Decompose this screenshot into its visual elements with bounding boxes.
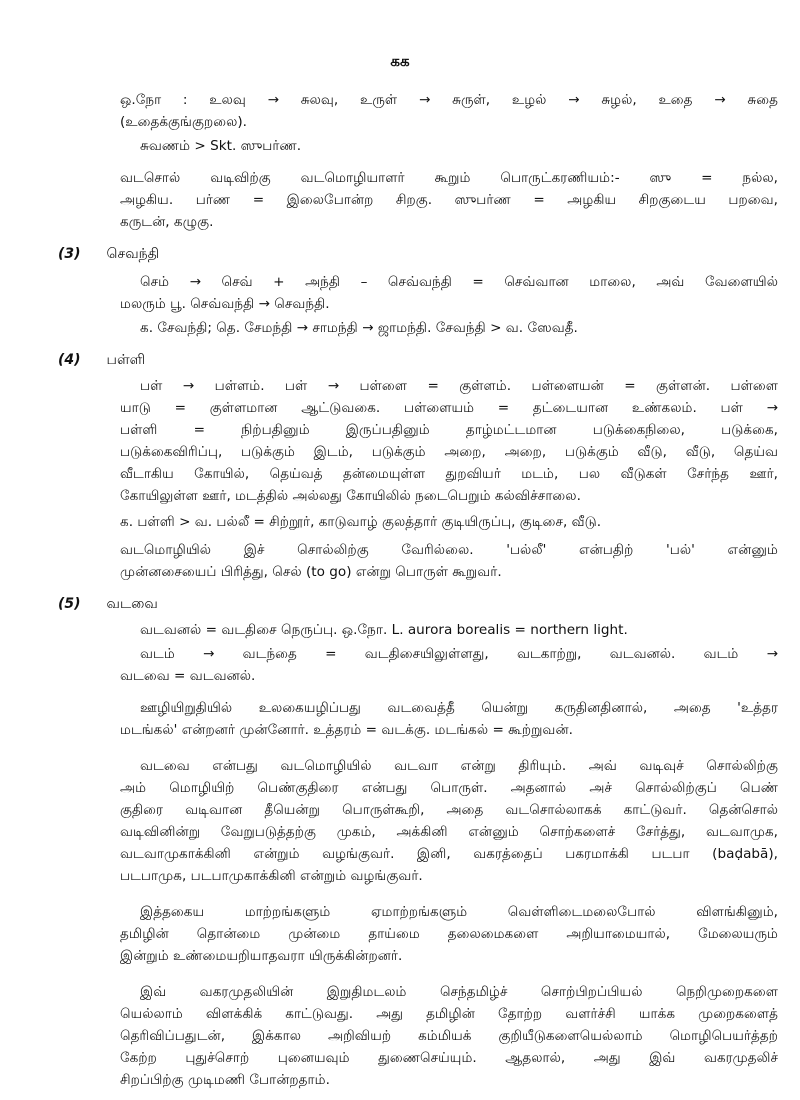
section-number: (3) (58, 246, 81, 262)
text-line: ஒ.நோ : உலவு → சுலவு, உருள் → சுருள், உழல் → சுழல், உதை → சுதை (120, 92, 778, 108)
text-line: மலரும் பூ. செவ்வந்தி → செவந்தி. (120, 296, 330, 312)
text-line: தெரிவிப்பதுடன், இக்கால அறிவியற் கம்மியக் குறியீடுகளையெல்லாம் மொழிபெயர்த்தற் (120, 1028, 778, 1044)
text-line: குதிரை வடிவான தீயென்று பொருள்கூறி, அதை வடசொல்லாகக் காட்டுவர். தென்சொல் (120, 802, 778, 818)
text-line: இவ் வகரமுதலியின் இறுதிமடலம் செந்தமிழ்ச் சொற்பிறப்பியல் நெறிமுறைகளை (140, 984, 778, 1000)
text-line: அம் மொழியிற் பெண்குதிரை என்பது பொருள். அதனால் அச் சொல்லிற்குப் பெண் (120, 780, 778, 796)
text-line: படபாமுக, படபாமுகாக்கினி என்றும் வழங்குவர். (120, 868, 423, 884)
text-line: கருடன், கழுகு. (120, 214, 214, 230)
text-line: சிறப்பிற்கு முடிமணி போன்றதாம். (120, 1072, 330, 1088)
text-line: யாடு = குள்ளமான ஆட்டுவகை. பள்ளையம் = தட்டையான உண்கலம். பள் → (120, 400, 778, 416)
text-line: வீடாகிய கோயில், தெய்வத் தன்மையுள்ள துறவியர் மடம், பல வீடுகள் சேர்ந்த ஊர், (120, 466, 778, 482)
text-line: வடவனல் = வடதிசை நெருப்பு. ஒ.நோ. L. aurora borealis = northern light. (140, 622, 628, 638)
page-number: கக (390, 52, 410, 70)
section-heading (58, 596, 158, 614)
text-line: வடவாமுகாக்கினி என்றும் வழங்குவர். இனி, வகரத்தைப் பகரமாக்கி படபா (baḍabā), (120, 846, 778, 862)
text-line: ஊழியிறுதியில் உலகையழிப்பது வடவைத்தீ யென்று கருதினதினால், அதை 'உத்தர (140, 700, 778, 716)
text-line: வடிவினின்று வேறுபடுத்தற்கு முகம், அக்கினி என்னும் சொற்களைச் சேர்த்து, வடவாமுக, (120, 824, 778, 840)
text-line: சுவணம் > Skt. ஸுபர்ண. (140, 138, 302, 154)
text-line: பள்ளி = நிற்பதினும் இருப்பதினும் தாழ்மட்டமான படுக்கைநிலை, படுக்கை, (120, 422, 778, 438)
section-title: பள்ளி (106, 352, 146, 368)
text-line: கோயிலுள்ள ஊர், மடத்தில் அல்லது கோயிலில் நடைபெறும் கல்விச்சாலை. (120, 488, 581, 504)
text-line: க. பள்ளி > வ. பல்லீ = சிற்றூர், காடுவாழ் குலத்தார் குடியிருப்பு, குடிசை, வீடு. (120, 514, 602, 530)
text-line: (உதைக்குங்குறலை). (120, 114, 247, 130)
text-line: இத்தகைய மாற்றங்களும் ஏமாற்றங்களும் வெள்ளிடைமலைபோல் விளங்கினும், (140, 904, 778, 920)
text-line: யெல்லாம் விளக்கிக் காட்டுவது. அது தமிழின் தோற்ற வளர்ச்சி யாக்க முறைகளைத் (120, 1006, 778, 1022)
text-line: அழகிய. பர்ண = இலைபோன்ற சிறகு. ஸுபர்ண = அழகிய சிறகுடைய பறவை, (120, 192, 778, 208)
section-heading (58, 246, 159, 264)
text-line: முன்னசையைப் பிரித்து, செல் (to go) என்று பொருள் கூறுவர். (120, 564, 502, 580)
text-line: தமிழின் தொன்மை முன்மை தாய்மை தலைமைகளை அறியாமையால், மேலையரும் (120, 926, 778, 942)
text-line: செம் → செவ் + அந்தி – செவ்வந்தி = செவ்வான மாலை, அவ் வேளையில் (140, 274, 778, 290)
text-line: கேற்ற புதுச்சொற் புனையவும் துணைசெய்யும். ஆதலால், அது இவ் வகரமுதலிச் (120, 1050, 778, 1066)
text-line: வடமொழியில் இச் சொல்லிற்கு வேரில்லை. 'பல்லீ' என்பதிற் 'பல்' என்னும் (120, 542, 778, 558)
section-heading (58, 352, 145, 370)
text-line: வடவை = வடவனல். (120, 668, 256, 684)
section-title: வடவை (106, 596, 158, 612)
text-line: பள் → பள்ளம். பள் → பள்ளை = குள்ளம். பள்ளையன் = குள்ளன். பள்ளை (140, 378, 778, 394)
section-number: (5) (58, 596, 81, 612)
text-line: வடவை என்பது வடமொழியில் வடவா என்று திரியும். அவ் வடிவுச் சொல்லிற்கு (140, 758, 778, 774)
text-line: வடசொல் வடிவிற்கு வடமொழியாளர் கூறும் பொருட்கரணியம்:- ஸு = நல்ல, (120, 170, 778, 186)
text-line: வடம் → வடந்தை = வடதிசையிலுள்ளது, வடகாற்று, வடவனல். வடம் → (140, 646, 778, 662)
text-line: மடங்கல்' என்றனர் முன்னோர். உத்தரம் = வடக்கு. மடங்கல் = கூற்றுவன். (120, 722, 573, 738)
text-line: இன்றும் உண்மையறியாதவரா யிருக்கின்றனர். (120, 948, 403, 964)
text-line: க. சேவந்தி; தெ. சேமந்தி → சாமந்தி → ஜாமந்தி. சேவந்தி > வ. ஸேவதீ. (140, 320, 578, 336)
section-title: செவந்தி (106, 246, 160, 262)
section-number: (4) (58, 352, 81, 368)
text-line: படுக்கைவிரிப்பு, படுக்கும் இடம், படுக்கும் அறை, அறை, படுக்கும் வீடு, வீடு, தெய்வ (120, 444, 778, 460)
